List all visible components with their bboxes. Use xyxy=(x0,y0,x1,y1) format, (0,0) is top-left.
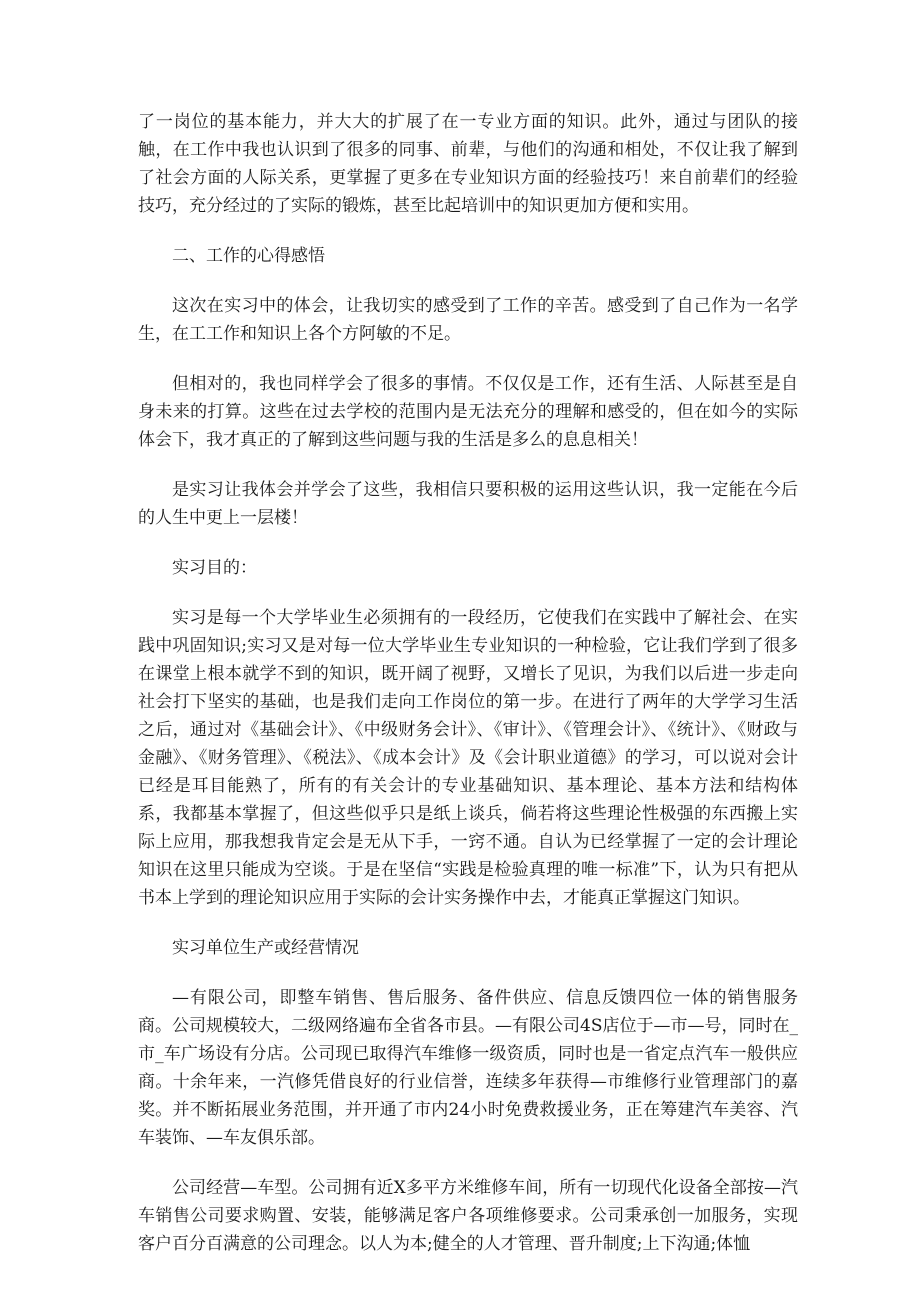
paragraph: —有限公司，即整车销售、售后服务、备件供应、信息反馈四位一体的销售服务商。公司规模较大，二级网络遍布全省各市县。—有限公司4S店位于—市—号，同时在_市_车广场设有分店。公司现已取得汽车维修一级资质，同时也是一省定点汽车一般供应商。十余年来，一汽修凭借良好的行业信誉，连续多年获得—市维修行业管理部门的嘉奖。并不断拓展业务范围，并开通了市内24小时免费救援业务，正在筹建汽车美容、汽车装饰、—车友俱乐部。 xyxy=(138,988,798,1148)
paragraph: 实习是每一个大学毕业生必须拥有的一段经历，它使我们在实践中了解社会、在实践中巩固知识;实习又是对每一位大学毕业生专业知识的一种检验，它让我们学到了很多在课堂上根本就学不到的知识，既开阔了视野，又增长了见识，为我们以后进一步走向社会打下坚实的基础，也是我们走向工作岗位的第一步。在进行了两年的大学学习生活之后，通过对《基础会计》、《中级财务会计》、《审计》、《管理会计》、《统计》、《财政与金融》、《财务管理》、《税法》、《成本会计》及《会计职业道德》的学习，可以说对会计已经是耳目能熟了，所有的有关会计的专业基础知识、基本理论、基本方法和结构体系，我都基本掌握了，但这些似乎只是纸上谈兵，倘若将这些理论性极强的东西搬上实际上应用，那我想我肯定会是无从下手，一窍不通。自认为已经掌握了一定的会计理论知识在这里只能成为空谈。于是在坚信“实践是检验真理的唯一标准”下，认为只有把从书本上学到的理论知识应用于实际的会计实务操作中去，才能真正掌握这门知识。 xyxy=(138,608,798,908)
paragraph: 了一岗位的基本能力，并大大的扩展了在一专业方面的知识。此外，通过与团队的接触，在工作中我也认识到了很多的同事、前辈，与他们的沟通和相处，不仅让我了解到了社会方面的人际关系，更掌握了更多在专业知识方面的经验技巧！来自前辈们的经验技巧，充分经过的了实际的锻炼，甚至比起培训中的知识更加方便和实用。 xyxy=(138,112,798,216)
section-heading: 实习目的： xyxy=(172,558,257,578)
paragraph: 这次在实习中的体会，让我切实的感受到了工作的辛苦。感受到了自己作为一名学生，在工工作和知识上各个方阿敏的不足。 xyxy=(138,296,798,344)
section-heading: 实习单位生产或经营情况 xyxy=(172,938,359,958)
paragraph: 公司经营—车型。公司拥有近X多平方米维修车间，所有一切现代化设备全部按—汽车销售公司要求购置、安装，能够满足客户各项维修要求。公司秉承创一加服务，实现客户百分百满意的公司理念。以人为本;健全的人才管理、晋升制度;上下沟通;体恤 xyxy=(138,1178,798,1254)
section-heading: 二、工作的心得感悟 xyxy=(172,246,325,266)
document-body xyxy=(138,108,798,1280)
paragraph: 但相对的，我也同样学会了很多的事情。不仅仅是工作，还有生活、人际甚至是自身未来的打算。这些在过去学校的范围内是无法充分的理解和感受的，但在如今的实际体会下，我才真正的了解到这些问题与我的生活是多么的息息相关！ xyxy=(138,374,798,450)
paragraph: 是实习让我体会并学会了这些，我相信只要积极的运用这些认识，我一定能在今后的人生中更上一层楼！ xyxy=(138,480,798,528)
